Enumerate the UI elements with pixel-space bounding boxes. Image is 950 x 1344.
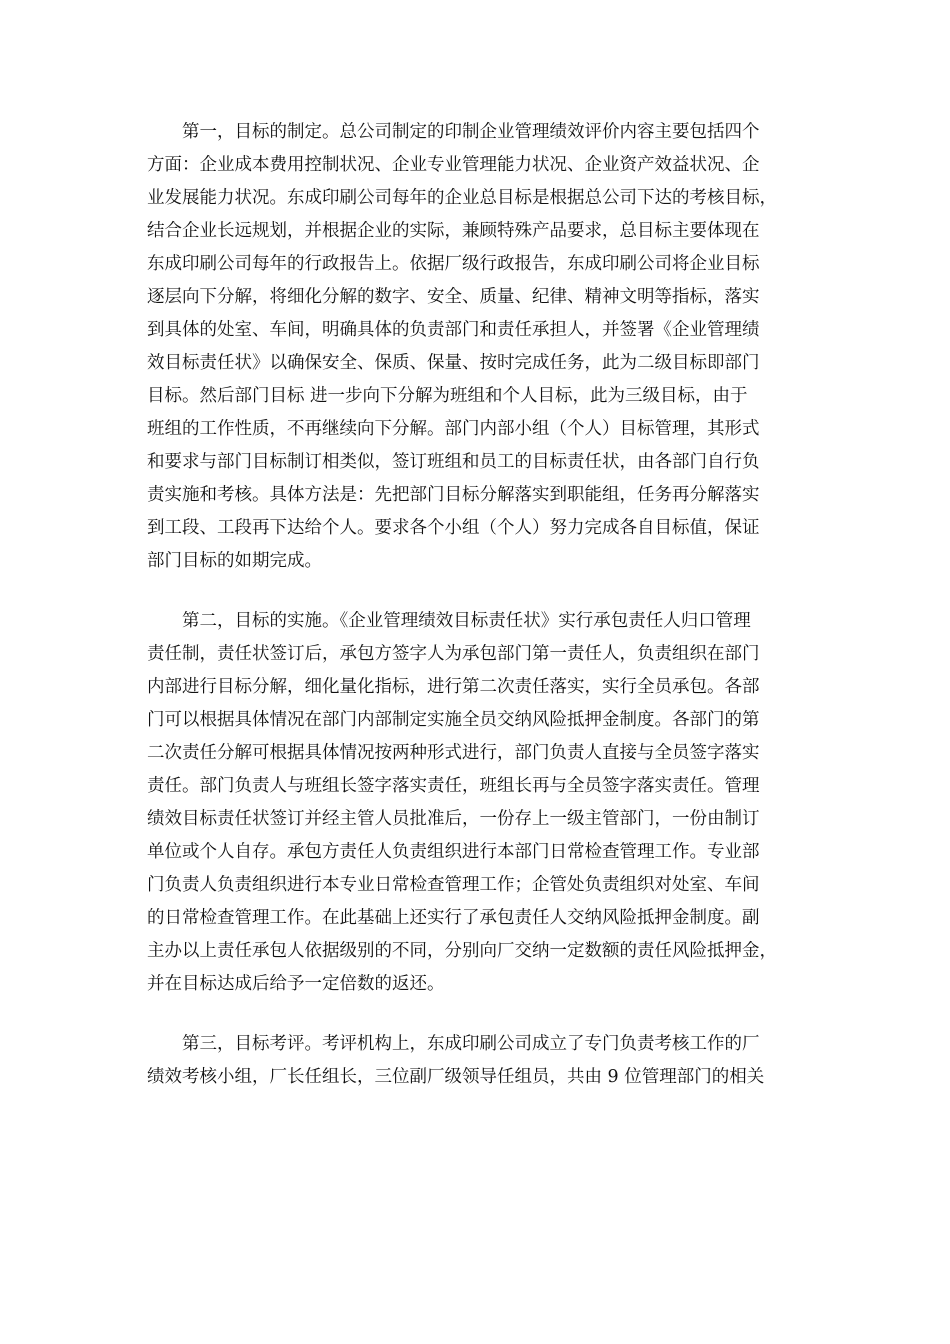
text-line: 班组的工作性质，不再继续向下分解。部门内部小组（个人）目标管理，其形式 [147, 419, 760, 439]
text-line: 责任。部门负责人与班组长签字落实责任，班组长再与全员签字落实责任。管理 [147, 776, 760, 796]
text-line: 内部进行目标分解，细化量化指标，进行第二次责任落实，实行全员承包。各部 [147, 677, 760, 697]
text-line: 第三，目标考评。考评机构上，东成印刷公司成立了专门负责考核工作的厂 [182, 1034, 760, 1054]
text-line: 门负责人负责组织进行本专业日常检查管理工作；企管处负责组织对处室、车间 [147, 875, 760, 895]
text-line: 主办以上责任承包人依据级别的不同，分别向厂交纳一定数额的责任风险抵押金， [147, 941, 777, 961]
text-line: 到具体的处室、车间，明确具体的负责部门和责任承担人，并签署《企业管理绩 [147, 320, 760, 340]
text-line: 结合企业长远规划，并根据企业的实际，兼顾特殊产品要求，总目标主要体现在 [147, 221, 760, 241]
text-line: 绩效考核小组，厂长任组长，三位副厂级领导任组员，共由 9 位管理部门的相关 [147, 1067, 765, 1087]
text-line: 第一，目标的制定。总公司制定的印制企业管理绩效评价内容主要包括四个 [182, 122, 760, 142]
document-body [147, 116, 807, 1121]
paragraph-goal-implementation [147, 605, 807, 1001]
text-line: 单位或个人自存。承包方责任人负责组织进行本部门日常检查管理工作。专业部 [147, 842, 760, 862]
text-line: 绩效目标责任状签订并经主管人员批准后，一份存上一级主管部门，一份由制订 [147, 809, 760, 829]
paragraph-goal-setting [147, 116, 807, 578]
text-line: 责实施和考核。具体方法是：先把部门目标分解落实到职能组，任务再分解落实 [147, 485, 760, 505]
text-line: 并在目标达成后给予一定倍数的返还。 [147, 974, 445, 994]
text-line: 目标。然后部门目标 进一步向下分解为班组和个人目标，此为三级目标，由于 [147, 386, 748, 406]
text-line: 二次责任分解可根据具体情况按两种形式进行，部门负责人直接与全员签字落实 [147, 743, 760, 763]
text-line: 责任制，责任状签订后，承包方签字人为承包部门第一责任人，负责组织在部门 [147, 644, 760, 664]
text-line: 效目标责任状》以确保安全、保质、保量、按时完成任务，此为二级目标即部门 [147, 353, 760, 373]
text-line: 逐层向下分解，将细化分解的数字、安全、质量、纪律、精神文明等指标，落实 [147, 287, 760, 307]
text-line: 部门目标的如期完成。 [147, 551, 322, 571]
paragraph-goal-evaluation [147, 1028, 807, 1094]
text-line: 的日常检查管理工作。在此基础上还实行了承包责任人交纳风险抵押金制度。副 [147, 908, 760, 928]
text-line: 门可以根据具体情况在部门内部制定实施全员交纳风险抵押金制度。各部门的第 [147, 710, 760, 730]
text-line: 和要求与部门目标制订相类似，签订班组和员工的目标责任状，由各部门自行负 [147, 452, 760, 472]
text-line: 第二，目标的实施。《企业管理绩效目标责任状》实行承包责任人归口管理 [182, 611, 751, 631]
text-line: 业发展能力状况。东成印刷公司每年的企业总目标是根据总公司下达的考核目标， [147, 188, 777, 208]
text-line: 方面：企业成本费用控制状况、企业专业管理能力状况、企业资产效益状况、企 [147, 155, 760, 175]
text-line: 东成印刷公司每年的行政报告上。依据厂级行政报告，东成印刷公司将企业目标 [147, 254, 760, 274]
text-line: 到工段、工段再下达给个人。要求各个小组（个人）努力完成各自目标值，保证 [147, 518, 760, 538]
